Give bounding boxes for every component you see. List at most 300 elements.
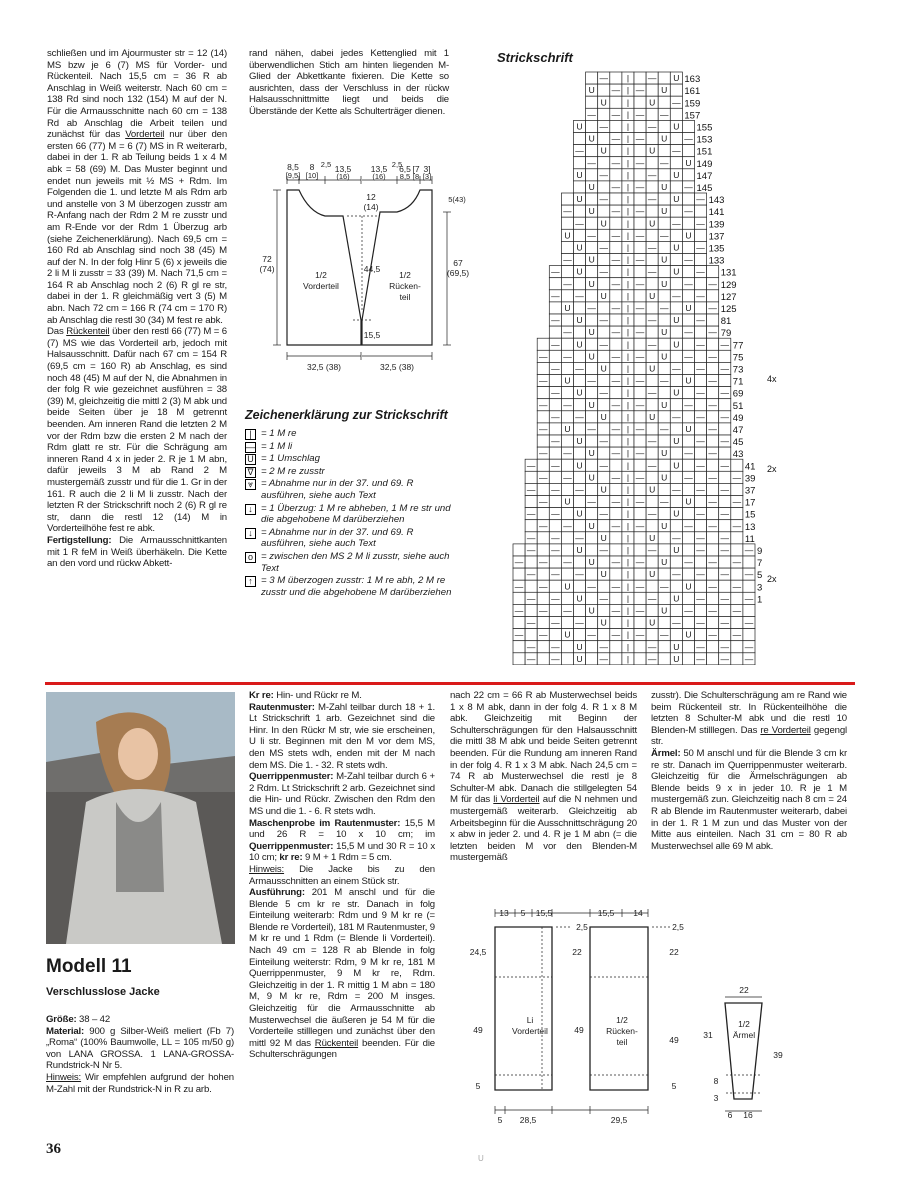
text: schließen und im Ajourmuster str = 12 (14) MS bzw je 6 (7) MS für Vorder- und Rückenteil. Nach 15,5 cm = 36 R ab Anschlag in Weiß weiterstr. Nach 60 cm = 138 Rd sind noch 132 (154) M auf der N. Für die Armausschnitte nach 60 cm = 138 Rd ab Anschlag die Arbeit teilen und zunächst für das bbox=[47, 48, 227, 141]
chart-cell bbox=[586, 266, 598, 278]
chart-cell bbox=[574, 350, 586, 362]
chart-cell bbox=[670, 278, 682, 290]
chart-symbol: — bbox=[599, 460, 608, 471]
chart-symbol: — bbox=[672, 290, 681, 301]
chart-symbol: — bbox=[672, 532, 681, 543]
chart-symbol: — bbox=[635, 375, 645, 386]
chart-symbol: — bbox=[720, 411, 729, 422]
row-label: 77 bbox=[732, 340, 744, 352]
repeat-label: 2x bbox=[767, 464, 777, 474]
chart-cell bbox=[598, 302, 610, 314]
chart-symbol: | bbox=[626, 448, 630, 459]
chart-symbol: — bbox=[720, 387, 729, 398]
chart-cell bbox=[574, 399, 586, 411]
piece-label: Vorderteil bbox=[303, 281, 339, 291]
chart-cell bbox=[598, 278, 610, 290]
chart-cell bbox=[610, 411, 622, 423]
chart-cell bbox=[695, 629, 707, 641]
dim-label: [3] bbox=[422, 172, 432, 181]
chart-cell bbox=[707, 411, 719, 423]
row-label: 129 bbox=[720, 279, 737, 291]
chart-cell bbox=[610, 508, 622, 520]
row-label: 125 bbox=[720, 304, 737, 315]
chart-symbol: — bbox=[587, 496, 596, 507]
chart-symbol: U bbox=[576, 387, 583, 398]
chart-cell bbox=[561, 459, 573, 471]
chart-symbol: — bbox=[551, 363, 560, 374]
chart-symbol: — bbox=[635, 605, 645, 616]
chart-cell bbox=[561, 641, 573, 653]
dim-label: 32,5 (38) bbox=[379, 362, 415, 372]
chart-cell bbox=[707, 387, 719, 399]
label-aermel: Ärmel: bbox=[651, 747, 681, 759]
model-photo bbox=[46, 692, 235, 944]
chart-cell bbox=[682, 241, 694, 253]
chart-symbol: — bbox=[635, 399, 645, 410]
chart-cell bbox=[537, 459, 549, 471]
chart-symbol: — bbox=[539, 399, 548, 410]
chart-symbol: — bbox=[611, 520, 621, 531]
chart-symbol: — bbox=[684, 351, 693, 362]
chart-symbol: — bbox=[551, 617, 560, 628]
chart-symbol: — bbox=[708, 605, 717, 616]
chart-cell bbox=[561, 435, 573, 447]
chart-cell bbox=[586, 568, 598, 580]
chart-symbol: U bbox=[588, 520, 595, 531]
chart-cell bbox=[574, 471, 586, 483]
chart-title: Strickschrift bbox=[497, 50, 573, 65]
chart-symbol: | bbox=[626, 97, 630, 108]
chart-symbol: — bbox=[647, 194, 657, 205]
dim-label: 8,5 bbox=[399, 172, 411, 181]
chart-cell bbox=[658, 508, 670, 520]
chart-symbol: — bbox=[647, 266, 657, 277]
chart-cell bbox=[574, 556, 586, 568]
text: M-Zahl teilbar durch 6 + 2 Rdm. Lt Strickschrift 2 arb. Gezeichnet sind die Hin- und Rückr. Zwischen den Rdm den MS und die 1. - 6. R stets wdh. bbox=[249, 771, 435, 817]
chart-symbol: — bbox=[647, 73, 657, 84]
chart-symbol: | bbox=[626, 532, 630, 543]
chart-symbol: — bbox=[611, 375, 621, 386]
link-rueckenteil: Rückenteil bbox=[314, 1037, 359, 1049]
chart-symbol: | bbox=[626, 218, 630, 229]
row-label: 151 bbox=[696, 146, 713, 158]
chart-symbol: — bbox=[575, 484, 584, 495]
dim-label: 31 bbox=[703, 1030, 713, 1040]
chart-symbol: — bbox=[635, 351, 645, 362]
chart-symbol: — bbox=[660, 424, 669, 434]
dim-label: 16 bbox=[743, 1110, 753, 1120]
dim-label: 15,5 bbox=[597, 908, 615, 918]
chart-cell bbox=[682, 544, 694, 556]
chart-symbol: — bbox=[684, 472, 693, 483]
chart-cell bbox=[634, 266, 646, 278]
dim-label: [9,5] bbox=[285, 171, 301, 180]
chart-cell bbox=[549, 604, 561, 616]
chart-cell bbox=[634, 314, 646, 326]
chart-cell bbox=[682, 568, 694, 580]
chart-cell bbox=[646, 84, 658, 96]
chart-symbol: U bbox=[661, 182, 668, 192]
chart-symbol: — bbox=[696, 569, 705, 580]
chart-symbol: — bbox=[587, 629, 596, 640]
chart-cell bbox=[658, 459, 670, 471]
chart-cell bbox=[658, 483, 670, 495]
chart-cell bbox=[610, 266, 622, 278]
chart-cell bbox=[549, 556, 561, 568]
chart-symbol: — bbox=[599, 653, 608, 664]
legend-symbol-icon: o bbox=[245, 552, 256, 563]
text: zusstr). Die Schulterschrägung am re Rand wie beim Rückenteil str. In Rückenteilhöhe die letzten 8 Schulter-M abk und die restl 10 Blenden-M stilllegen. Das bbox=[651, 690, 847, 736]
chart-symbol: — bbox=[587, 424, 596, 434]
text: über den restl 66 (77) M = 6 (7) MS wie das Vorderteil arb, jedoch mit Halsausschnitt. Dafür nach 67 cm = 154 R (69,5 cm = 160 R) ab Anschlag, es sind noch 48 (45) M auf der N, die Abnahmen in der folg R wie gezeichnet ausführen = 38 (39) M, gleichzeitig die mittl 2 (3) M abk und beide Seiten über je 18 M getrennt beenden. Am inneren Rand die letzten 2 M vor der Rdm bzw die ersten 2 M nach der Rdm glatt re str. Für die Schrägung am inneren Rand 4 x in jeder 2. R je 1 M abn, dafür jeweils 3 M ab Rand 2 M mustergemäß zusstr und für die 1. Gr in der 161. R auch die 2 li M li zusstr. Nach der letzten R der Strickschrift noch 2 (6) R gl re str, dann die restl 12 (14) M in Vorderteilhöhe fest re abk. bbox=[47, 326, 227, 535]
row-label: 139 bbox=[708, 219, 725, 231]
dim-label: 67 bbox=[453, 258, 463, 268]
model-details bbox=[46, 1014, 234, 1095]
chart-symbol: — bbox=[696, 508, 705, 519]
chart-symbol: — bbox=[708, 399, 717, 410]
chart-cell bbox=[610, 568, 622, 580]
chart-cell bbox=[537, 592, 549, 604]
chart-cell bbox=[682, 193, 694, 205]
chart-symbol: — bbox=[720, 484, 729, 495]
chart-cell bbox=[707, 617, 719, 629]
dim-label: 5 bbox=[671, 1081, 677, 1091]
chart-symbol: — bbox=[563, 520, 572, 531]
row-label: 135 bbox=[708, 243, 725, 255]
chart-symbol: | bbox=[626, 109, 630, 120]
piece-label: Vorderteil bbox=[512, 1026, 548, 1036]
chart-cell bbox=[586, 641, 598, 653]
legend-item bbox=[245, 441, 460, 453]
text: 50 M anschl und für die Blende 3 cm kr re str. Danach im Querrippenmuster weiterarb. Gleichzeitig für die Ärmelschrägungen ab Blende beids 9 x in jeder 10. R je 1 M mustergemäß zun. Gleichzeitig nach 8 cm = 24 R ab Blende im Rautenmuster weiterarb, dabei in der 1. R 1 M zun und das Muster von der Mitte aus einteilen. Nach 31 cm = 80 R ab Musterwechsel alle 69 M abk. bbox=[651, 747, 847, 852]
chart-cell bbox=[561, 362, 573, 374]
chart-cell bbox=[513, 592, 525, 604]
text: 15,5 M und 26 R = 10 x 10 cm; im bbox=[249, 817, 435, 841]
chart-symbol: — bbox=[563, 472, 572, 483]
chart-symbol: — bbox=[526, 593, 536, 604]
dim-label: 15,5 bbox=[535, 908, 553, 918]
row-label: 17 bbox=[744, 497, 756, 509]
chart-symbol: U bbox=[685, 303, 692, 313]
chart-symbol: — bbox=[563, 254, 572, 265]
chart-symbol: — bbox=[514, 557, 524, 568]
dim-label: 3] bbox=[423, 164, 431, 174]
chart-cell bbox=[586, 241, 598, 253]
chart-symbol: — bbox=[551, 387, 560, 398]
dim-label: 49 bbox=[473, 1025, 483, 1035]
chart-symbol: — bbox=[635, 424, 645, 434]
chart-cell bbox=[695, 399, 707, 411]
chart-symbol: U bbox=[649, 145, 656, 156]
chart-cell bbox=[707, 568, 719, 580]
chart-symbol: U bbox=[649, 532, 656, 543]
legend-item bbox=[245, 453, 460, 465]
chart-symbol: | bbox=[626, 303, 630, 313]
chart-cell bbox=[695, 580, 707, 592]
knitting-chart bbox=[505, 70, 780, 665]
chart-cell bbox=[634, 411, 646, 423]
chart-cell bbox=[586, 120, 598, 132]
chart-symbol: — bbox=[708, 557, 717, 568]
row-label: 7 bbox=[757, 558, 763, 570]
chart-cell bbox=[743, 629, 755, 641]
chart-symbol: — bbox=[611, 85, 621, 96]
chart-cell bbox=[561, 508, 573, 520]
chart-cell bbox=[646, 205, 658, 217]
chart-cell bbox=[707, 338, 719, 350]
chart-cell bbox=[670, 157, 682, 169]
chart-symbol: — bbox=[744, 545, 754, 555]
chart-symbol: | bbox=[626, 169, 630, 180]
chart-symbol: — bbox=[551, 532, 560, 543]
chart-symbol: — bbox=[708, 351, 717, 362]
chart-symbol: — bbox=[708, 496, 717, 507]
chart-cell bbox=[731, 459, 743, 471]
chart-cell bbox=[598, 350, 610, 362]
chart-symbol: U bbox=[600, 617, 607, 628]
row-label: 75 bbox=[732, 352, 744, 364]
chart-cell bbox=[586, 617, 598, 629]
chart-cell bbox=[634, 653, 646, 665]
chart-symbol: — bbox=[708, 629, 717, 640]
row-label: 9 bbox=[757, 546, 763, 557]
chart-cell bbox=[610, 193, 622, 205]
row-label: 163 bbox=[684, 74, 701, 86]
chart-symbol: | bbox=[626, 520, 630, 531]
chart-symbol: — bbox=[635, 133, 645, 144]
text: Die Jacke bis zu den Armausschnitten an einem Stück str. bbox=[249, 863, 435, 887]
chart-symbol: — bbox=[575, 532, 584, 543]
chart-symbol: | bbox=[626, 605, 630, 616]
chart-cell bbox=[707, 459, 719, 471]
chart-symbol: — bbox=[635, 230, 645, 241]
chart-cell bbox=[537, 641, 549, 653]
chart-symbol: — bbox=[526, 569, 536, 580]
chart-cell bbox=[549, 423, 561, 435]
chart-cell bbox=[634, 459, 646, 471]
chart-cell bbox=[682, 169, 694, 181]
chart-symbol: — bbox=[611, 605, 621, 616]
chart-cell bbox=[598, 580, 610, 592]
chart-cell bbox=[634, 568, 646, 580]
chart-cell bbox=[537, 387, 549, 399]
row-label: 155 bbox=[696, 122, 713, 134]
chart-symbol: — bbox=[647, 653, 657, 664]
dim-label: 22 bbox=[572, 947, 582, 957]
chart-cell bbox=[537, 544, 549, 556]
chart-cell bbox=[670, 399, 682, 411]
chart-symbol: — bbox=[684, 182, 693, 192]
chart-cell bbox=[549, 375, 561, 387]
chart-cell bbox=[634, 532, 646, 544]
body-text-column-1 bbox=[47, 48, 227, 570]
legend-item bbox=[245, 428, 460, 440]
chart-symbol: — bbox=[551, 411, 560, 422]
chart-cell bbox=[634, 72, 646, 84]
chart-symbol: — bbox=[539, 557, 548, 568]
chart-cell bbox=[537, 362, 549, 374]
chart-cell bbox=[646, 350, 658, 362]
chart-cell bbox=[634, 241, 646, 253]
chart-cell bbox=[670, 302, 682, 314]
chart-cell bbox=[525, 496, 537, 508]
chart-cell bbox=[561, 592, 573, 604]
chart-cell bbox=[598, 205, 610, 217]
dim-label: 28,5 bbox=[519, 1115, 537, 1125]
chart-symbol: U bbox=[661, 399, 668, 410]
chart-cell bbox=[586, 145, 598, 157]
chart-symbol: U bbox=[673, 593, 680, 604]
chart-symbol: U bbox=[600, 218, 607, 229]
chart-cell bbox=[658, 338, 670, 350]
chart-cell bbox=[682, 617, 694, 629]
text: auf die N nehmen und mustergemäß weiterarb. Gleichzeitig ab Arbeitsbeginn für die Ausschnittschrägung 20 x abw in jeder 2. und 4. R je 1 M abn (= die letzten beiden M vor den Blenden-M mustergemäß bbox=[450, 794, 638, 864]
chart-symbol: — bbox=[587, 303, 596, 313]
link-li-vorderteil: li Vorderteil bbox=[493, 794, 540, 806]
dim-label: 6 bbox=[727, 1110, 733, 1120]
chart-symbol: — bbox=[720, 460, 729, 471]
chart-symbol: — bbox=[599, 545, 608, 555]
chart-symbol: U bbox=[576, 545, 583, 555]
chart-cell bbox=[695, 375, 707, 387]
text: Die Armausschnittkanten mit 1 R feM in Weiß überhäkeln. Die Kette an den vord und rückw Abkett- bbox=[47, 534, 227, 570]
chart-cell bbox=[646, 580, 658, 592]
chart-symbol: | bbox=[626, 593, 630, 604]
chart-symbol: — bbox=[647, 387, 657, 398]
chart-cell bbox=[682, 459, 694, 471]
chart-cell bbox=[598, 108, 610, 120]
chart-symbol: — bbox=[575, 411, 584, 422]
dim-label: 72 bbox=[262, 254, 272, 264]
legend-symbol-icon: | bbox=[245, 429, 256, 440]
chart-cell bbox=[549, 326, 561, 338]
chart-cell bbox=[574, 254, 586, 266]
chart-symbol: — bbox=[611, 424, 621, 434]
chart-cell bbox=[586, 362, 598, 374]
chart-symbol: | bbox=[626, 375, 630, 386]
chart-symbol: U bbox=[673, 508, 680, 519]
chart-symbol: — bbox=[708, 375, 717, 386]
chart-symbol: — bbox=[696, 387, 705, 398]
chart-cell bbox=[634, 145, 646, 157]
chart-symbol: U bbox=[685, 629, 692, 640]
chart-symbol: — bbox=[696, 617, 705, 628]
link-vorderteil: Vorderteil bbox=[125, 129, 165, 141]
chart-cell bbox=[549, 471, 561, 483]
chart-cell bbox=[743, 604, 755, 616]
chart-symbol: — bbox=[551, 508, 560, 519]
chart-cell bbox=[610, 532, 622, 544]
chart-cell bbox=[610, 459, 622, 471]
chart-cell bbox=[658, 568, 670, 580]
row-label: 159 bbox=[684, 98, 701, 110]
chart-symbol: | bbox=[626, 194, 630, 205]
chart-cell bbox=[598, 520, 610, 532]
chart-cell bbox=[525, 580, 537, 592]
chart-cell bbox=[610, 290, 622, 302]
chart-cell bbox=[598, 399, 610, 411]
chart-symbol: | bbox=[626, 424, 630, 434]
chart-cell bbox=[634, 338, 646, 350]
chart-cell bbox=[670, 108, 682, 120]
chart-symbol: — bbox=[696, 266, 705, 277]
chart-symbol: | bbox=[626, 145, 630, 156]
chart-symbol: — bbox=[611, 629, 621, 640]
chart-cell bbox=[695, 302, 707, 314]
chart-symbol: U bbox=[661, 557, 668, 568]
chart-cell bbox=[658, 96, 670, 108]
chart-symbol: | bbox=[626, 327, 630, 338]
chart-cell bbox=[670, 471, 682, 483]
chart-cell bbox=[513, 617, 525, 629]
chart-symbol: | bbox=[626, 206, 630, 217]
chart-symbol: U bbox=[685, 230, 692, 241]
dim-label: 8 bbox=[713, 1076, 719, 1086]
chart-symbol: — bbox=[732, 520, 742, 531]
chart-symbol: U bbox=[673, 242, 680, 253]
chart-symbol: — bbox=[660, 496, 669, 507]
chart-symbol: U bbox=[600, 411, 607, 422]
piece-label: 1/2 bbox=[738, 1019, 750, 1029]
chart-cell bbox=[670, 84, 682, 96]
chart-cell bbox=[658, 617, 670, 629]
chart-symbol: — bbox=[708, 472, 717, 483]
row-label: 157 bbox=[684, 110, 701, 122]
chart-symbol: — bbox=[647, 169, 657, 180]
chart-cell bbox=[525, 629, 537, 641]
chart-symbol: — bbox=[696, 593, 705, 604]
chart-cell bbox=[682, 145, 694, 157]
row-label: 1 bbox=[757, 594, 763, 606]
chart-symbol: — bbox=[647, 315, 657, 326]
row-label: 5 bbox=[757, 570, 763, 582]
section-divider bbox=[45, 682, 855, 685]
chart-symbol: — bbox=[696, 363, 705, 374]
chart-symbol: U bbox=[685, 496, 692, 507]
chart-cell bbox=[682, 641, 694, 653]
chart-symbol: U bbox=[661, 520, 668, 531]
chart-symbol: — bbox=[611, 133, 621, 144]
link-rueckenteil: Rückenteil bbox=[66, 326, 110, 338]
chart-symbol: — bbox=[611, 109, 621, 120]
row-label: 153 bbox=[696, 134, 713, 146]
chart-symbol: — bbox=[611, 557, 621, 568]
label: Querrippenmuster: bbox=[249, 771, 334, 783]
chart-symbol: U bbox=[661, 206, 668, 217]
chart-cell bbox=[646, 133, 658, 145]
chart-symbol: | bbox=[626, 182, 630, 192]
chart-cell bbox=[646, 375, 658, 387]
chart-cell bbox=[634, 120, 646, 132]
chart-symbol: U bbox=[576, 242, 583, 253]
dim-label: 12 bbox=[366, 192, 376, 202]
chart-cell bbox=[646, 181, 658, 193]
chart-cell bbox=[561, 532, 573, 544]
chart-symbol: U bbox=[588, 206, 595, 217]
chart-symbol: — bbox=[563, 605, 572, 616]
chart-cell bbox=[598, 133, 610, 145]
row-label: 161 bbox=[684, 86, 701, 98]
legend-symbol-icon: — bbox=[246, 441, 255, 452]
text: beenden. Für die Schulterschrägungen bbox=[249, 1037, 435, 1061]
chart-symbol: — bbox=[672, 218, 681, 229]
chart-symbol: U bbox=[673, 387, 680, 398]
chart-cell bbox=[561, 314, 573, 326]
dim-label: 8,5 bbox=[287, 162, 299, 172]
dim-label: 44,5 bbox=[363, 264, 381, 274]
chart-symbol: — bbox=[599, 194, 608, 205]
chart-symbol: | bbox=[626, 436, 630, 447]
